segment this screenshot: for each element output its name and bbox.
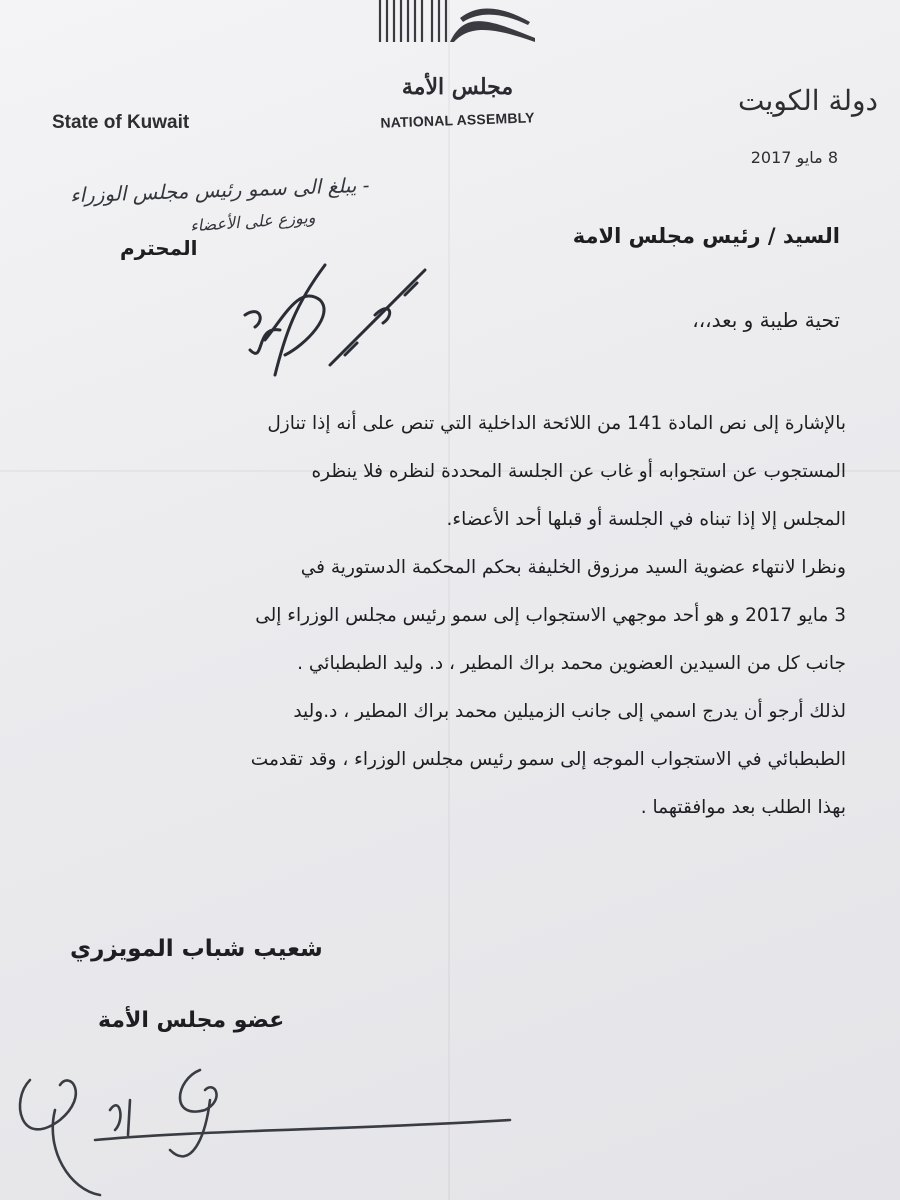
greeting: تحية طيبة و بعد،،، (692, 308, 840, 332)
addressee: السيد / رئيس مجلس الامة (572, 224, 840, 248)
body-line: المجلس إلا إذا تبناه في الجلسة أو قبلها أحد الأعضاء. (446, 509, 846, 530)
state-name-english: State of Kuwait (52, 112, 190, 133)
body-line: الطبطبائي في الاستجواب الموجه إلى سمو رئيس مجلس الوزراء ، وقد تقدمت (250, 749, 846, 770)
sender-title: عضو مجلس الأمة (98, 1008, 285, 1033)
body-line: جانب كل من السيدين العضوين محمد براك المطير ، د. وليد الطبطبائي . (297, 653, 846, 674)
body-line: 3 مايو 2017 و هو أحد موجهي الاستجواب إلى سمو رئيس مجلس الوزراء إلى (255, 605, 846, 626)
assembly-building-icon (370, 0, 545, 80)
logo-english-text: NATIONAL ASSEMBLY (380, 109, 535, 131)
body-line: المستجوب عن استجوابه أو غاب عن الجلسة المحددة لنظره فلا ينظره (311, 461, 846, 482)
national-assembly-logo (370, 0, 545, 135)
state-name-arabic: دولة الكويت (738, 84, 878, 117)
honorific: المحترم (120, 236, 198, 260)
body-line: بهذا الطلب بعد موافقتهما . (640, 797, 846, 818)
handwritten-note-line2: ويوزع على الأعضاء (189, 207, 316, 236)
body-line: ونظرا لانتهاء عضوية السيد مرزوق الخليفة بحكم المحكمة الدستورية في (300, 557, 846, 578)
body-line: بالإشارة إلى نص المادة 141 من اللائحة الداخلية التي تنص على أنه إذا تنازل (267, 413, 846, 434)
logo-arabic-text: مجلس الأمة (401, 74, 514, 100)
handwritten-note-line1: - يبلغ الى سمو رئيس مجلس الوزراء (69, 172, 370, 208)
sender-signature (0, 1040, 520, 1200)
sender-name: شعيب شباب المويزري (70, 936, 323, 962)
letter-date: 8 مايو 2017 (750, 148, 838, 167)
letter-body (131, 400, 846, 832)
marginal-signature-and-date (225, 245, 450, 385)
body-line: لذلك أرجو أن يدرج اسمي إلى جانب الزميلين محمد براك المطير ، د.وليد (293, 701, 846, 722)
